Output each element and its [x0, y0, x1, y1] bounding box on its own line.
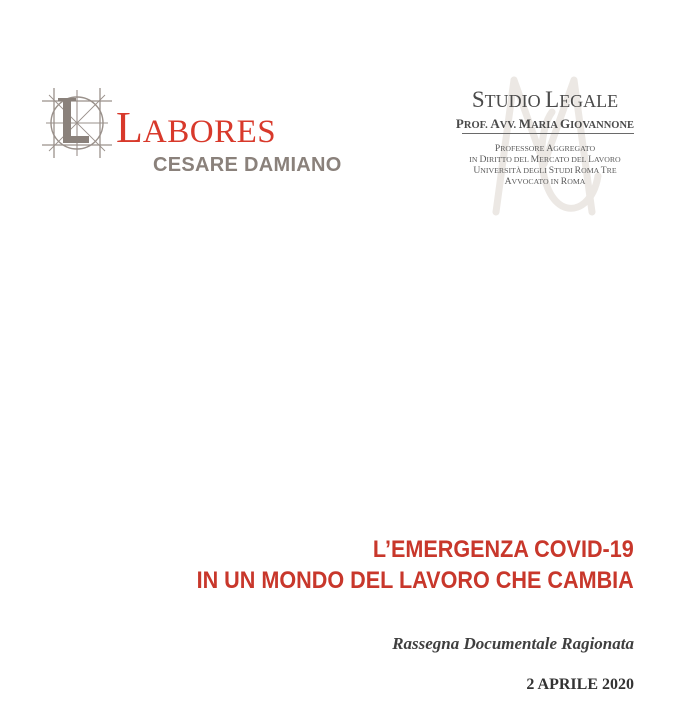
credential-line-1: PROFESSORE AGGREGATO	[494, 143, 596, 154]
labores-title	[116, 103, 277, 152]
studio-credentials	[440, 143, 650, 187]
studio-divider	[462, 133, 634, 134]
document-date: 2 APRILE 2020	[526, 676, 634, 693]
credential-line-4: AVVOCATO IN ROMA	[504, 176, 586, 187]
labores-subtitle: CESARE DAMIANO	[153, 154, 342, 176]
labores-emblem-icon	[38, 84, 116, 162]
document-subtitle: Rassegna Documentale Ragionata	[392, 634, 634, 653]
labores-name: ABORES	[142, 114, 277, 150]
studio-professor-name: PROF. AVV. MARIA GIOVANNONE	[455, 116, 635, 131]
credential-line-2: IN DIRITTO DEL MERCATO DEL LAVORO	[469, 154, 621, 165]
document-title-line-1: L’EMERGENZA COVID-19	[373, 536, 634, 563]
studio-legale-header	[440, 72, 650, 222]
labores-initial: L	[116, 103, 143, 152]
studio-title: STUDIO LEGALE	[471, 87, 619, 112]
document-title-line-2: IN UN MONDO DEL LAVORO CHE CAMBIA	[196, 567, 634, 594]
document-title	[197, 534, 634, 596]
credential-line-3: UNIVERSITÀ DEGLI STUDI ROMA TRE	[473, 165, 617, 176]
labores-logo	[38, 84, 342, 184]
